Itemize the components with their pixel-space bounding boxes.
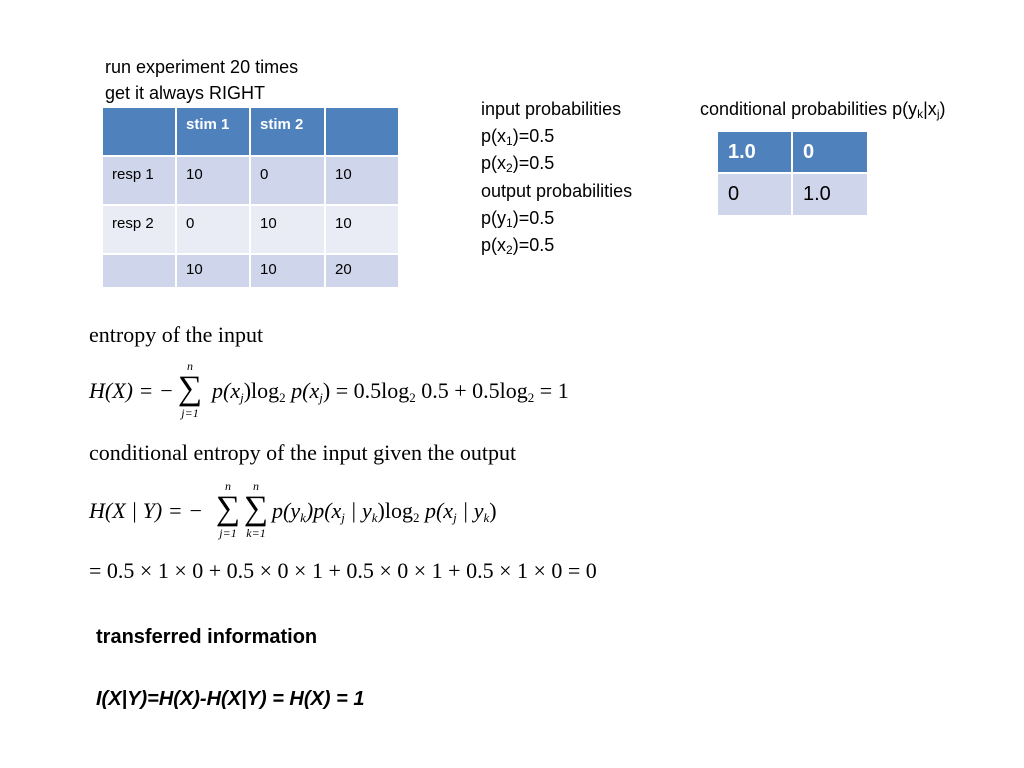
table-cell: 10 — [325, 205, 399, 254]
table-cell: 1.0 — [717, 131, 792, 173]
input-probability-1: $p(x_1)=0.5$ — [481, 126, 555, 149]
sum-lower-limit: j=1 — [219, 526, 237, 540]
header-cell: stim 2 — [250, 107, 325, 156]
table-cell: 10 — [250, 254, 325, 288]
experiment-line-2: get it always RIGHT — [105, 83, 266, 103]
probabilities-block — [481, 96, 632, 259]
experiment-line-1: run experiment 20 times — [105, 57, 299, 77]
table-cell: 10 — [176, 254, 250, 288]
output-probability-2: $p(x_2)=0.5$ — [481, 235, 555, 258]
sum-upper-limit: n — [253, 479, 259, 493]
table-row — [717, 173, 868, 216]
conditional-entropy-equation: H(X | Y) = − — [89, 498, 203, 523]
header-cell: stim 1 — [176, 107, 250, 156]
table-cell: 0 — [176, 205, 250, 254]
table-total-row — [102, 254, 399, 288]
output-probability-1: $p(y_1)=0.5$ — [481, 207, 555, 230]
table-cell: resp 1 — [102, 156, 176, 205]
header-cell — [102, 107, 176, 156]
experiment-note — [105, 54, 298, 106]
sum-lower-limit: k=1 — [246, 526, 266, 540]
sum-upper-limit: n — [225, 479, 231, 493]
input-probability-2: $p(x_2)=0.5$ — [481, 153, 555, 176]
input-entropy-equation-rhs: $p(x_j)\log_2$ $p(x_j) = 0.5\log_2$ $0.5 + 0.5\log_2 = 1$ — [212, 378, 569, 405]
table-row — [102, 205, 399, 254]
output-probabilities-title: output probabilities — [481, 180, 633, 201]
input-entropy-heading: entropy of the input — [89, 322, 264, 347]
table-header-row — [102, 107, 399, 156]
conditional-entropy-heading: conditional entropy of the input given the output — [89, 440, 517, 465]
table-cell: 0 — [792, 131, 868, 173]
table-cell: resp 2 — [102, 205, 176, 254]
sum-upper-limit: n — [187, 359, 193, 373]
table-row — [102, 156, 399, 205]
table-row — [717, 131, 868, 173]
transferred-information-heading: transferred information — [96, 626, 318, 648]
conditional-entropy-result: = 0.5 × 1 × 0 + 0.5 × 0 × 1 + 0.5 × 0 × 1 + 0.5 × 1 × 0 = 0 — [89, 558, 597, 583]
sum-lower-limit: j=1 — [181, 406, 199, 420]
conditional-probability-table — [716, 130, 869, 217]
table-cell: 0 — [717, 173, 792, 216]
input-entropy-equation: H(X) = − — [89, 378, 174, 403]
contingency-table — [101, 106, 400, 289]
mutual-information-equation: I(X|Y)=H(X)-H(X|Y) = H(X) = 1 — [96, 688, 365, 710]
table-cell — [102, 254, 176, 288]
sigma-icon: ∑ — [243, 490, 269, 527]
sum-symbol — [170, 360, 210, 420]
table-cell: 10 — [325, 156, 399, 205]
table-cell: 10 — [250, 205, 325, 254]
conditional-probabilities-title: conditional probabilities $p(y_k|x_j)$ — [700, 99, 946, 121]
conditional-entropy-equation-rhs: $p(y_k)p(x_j$ | $y_k)\log_2$ $p(x_j$ | $y_k$) — [272, 498, 497, 525]
input-probabilities-title: input probabilities — [481, 99, 622, 119]
table-cell: 20 — [325, 254, 399, 288]
table-cell: 10 — [176, 156, 250, 205]
sigma-icon: ∑ — [215, 490, 241, 527]
table-cell: 0 — [250, 156, 325, 205]
table-cell: 1.0 — [792, 173, 868, 216]
sum-symbol — [242, 480, 270, 540]
sigma-icon: ∑ — [177, 370, 203, 407]
header-cell — [325, 107, 399, 156]
sum-symbol — [214, 480, 242, 540]
